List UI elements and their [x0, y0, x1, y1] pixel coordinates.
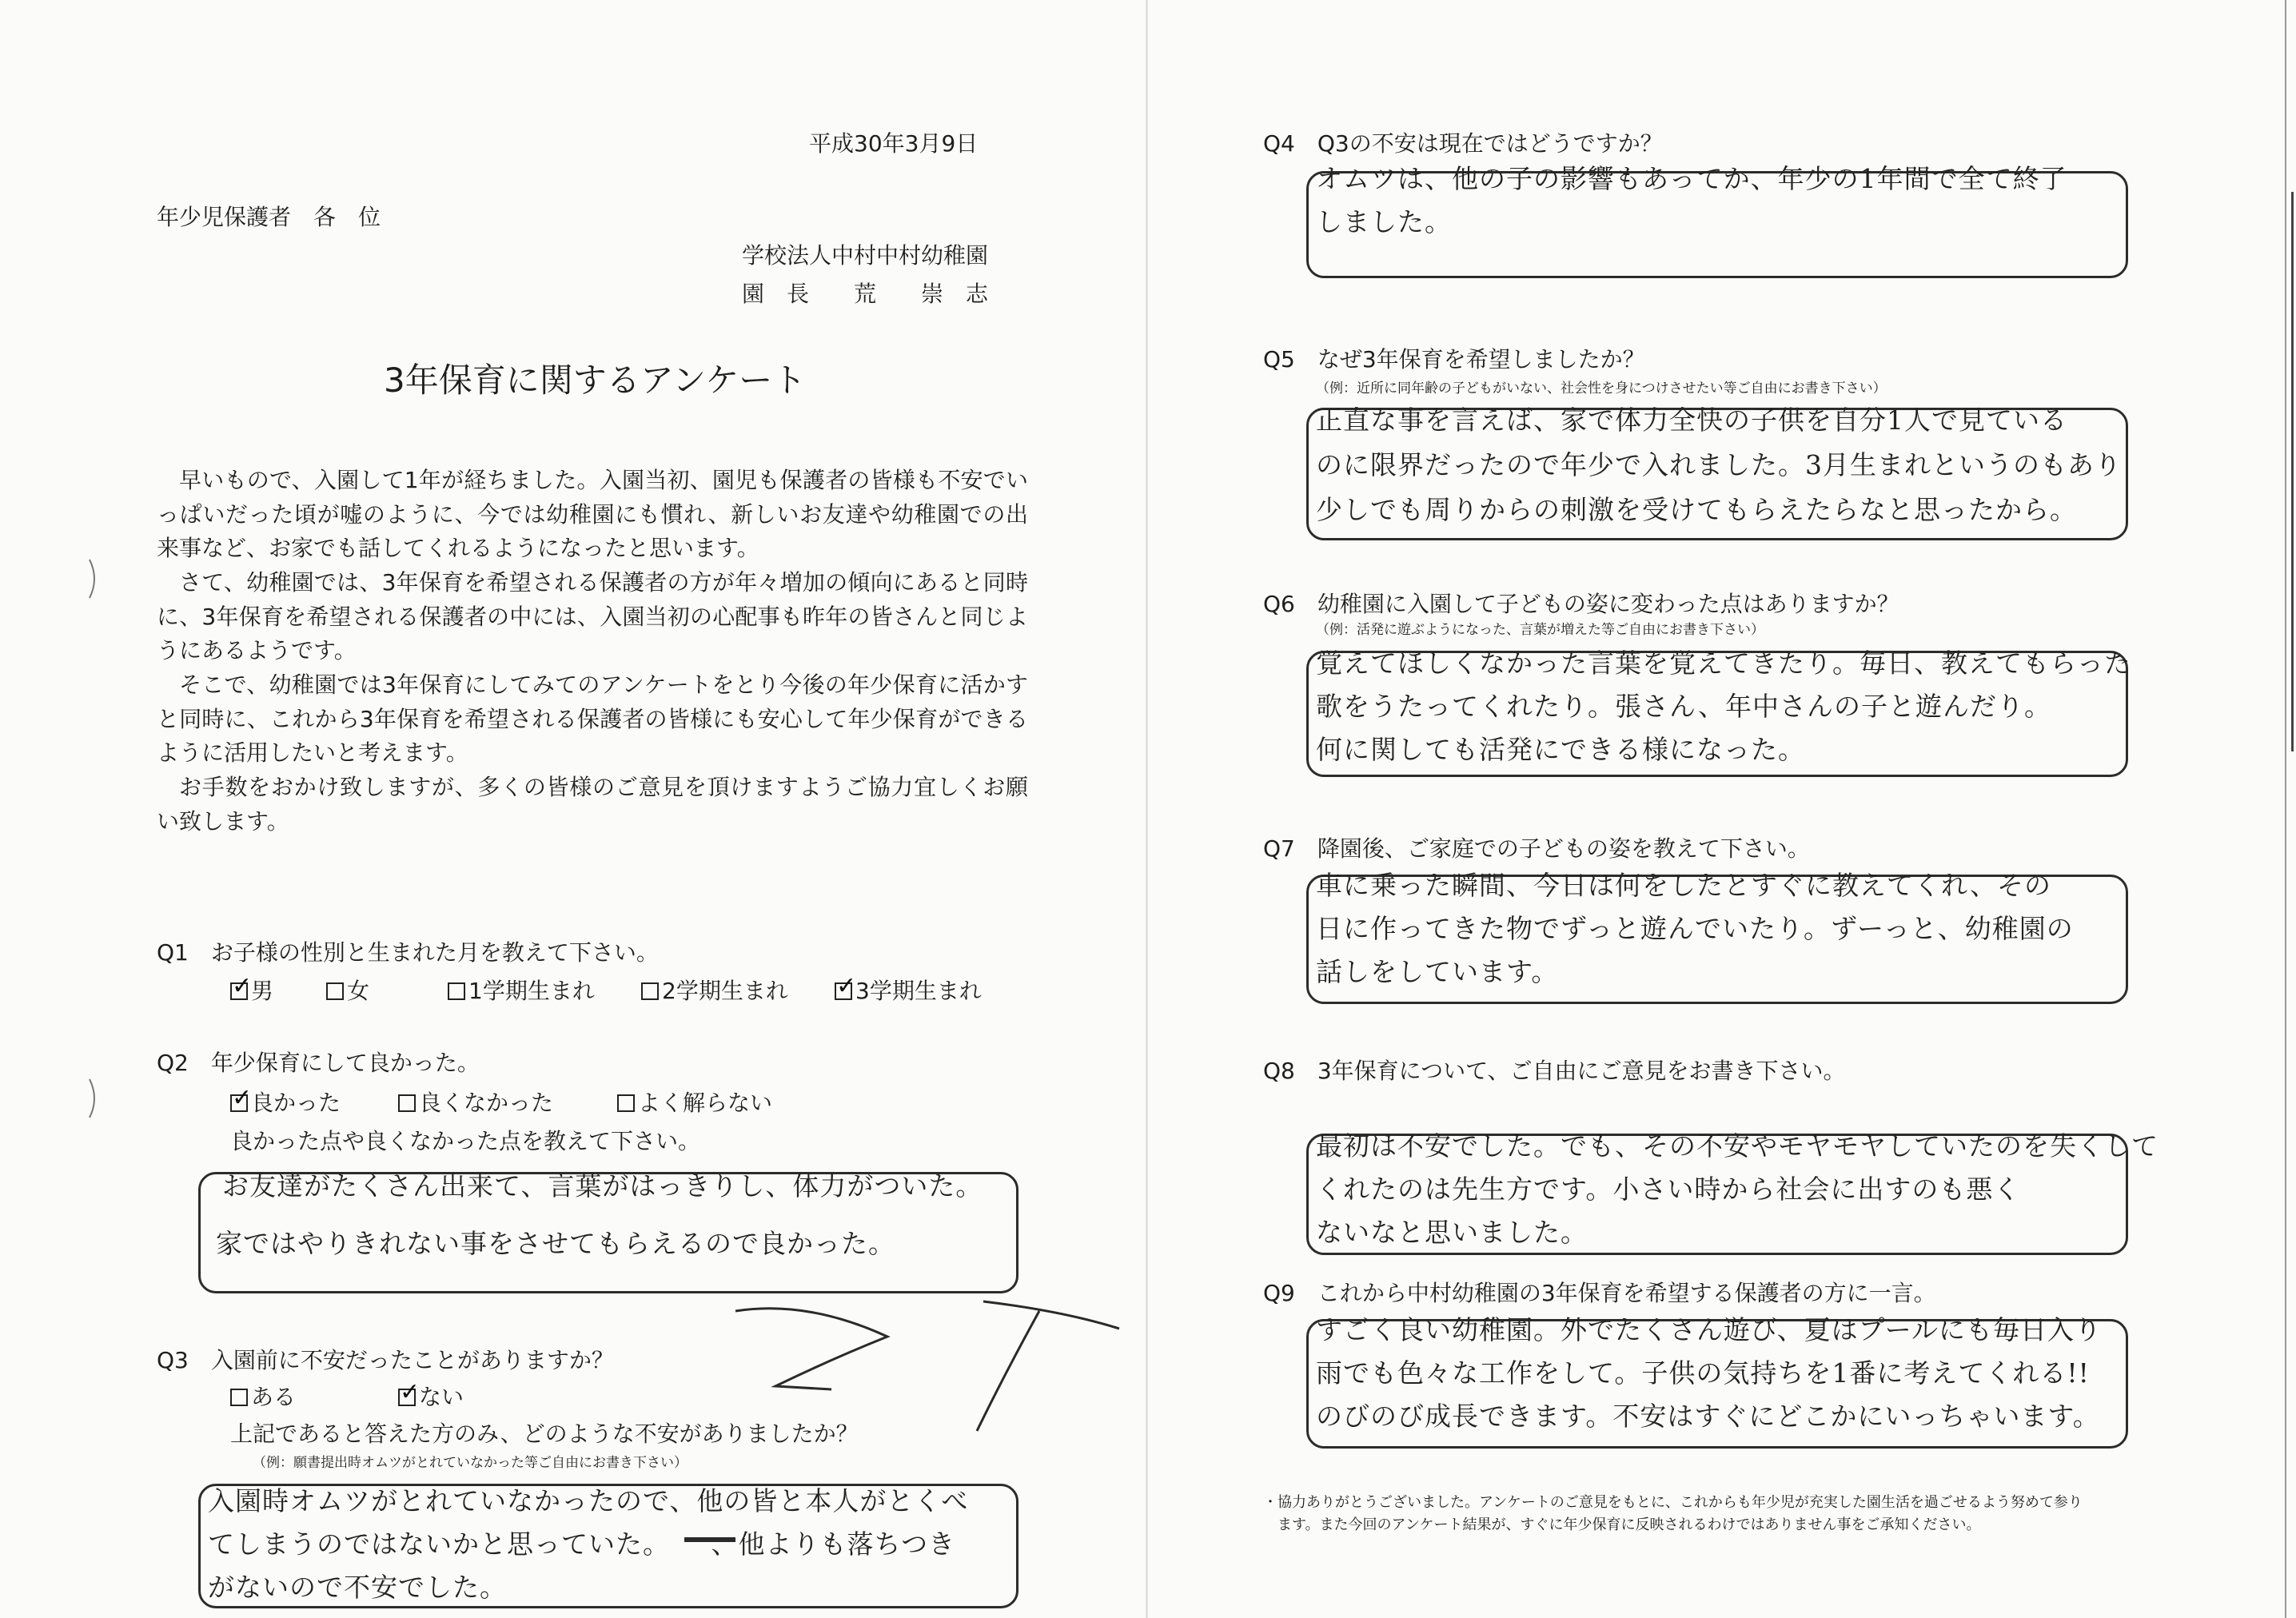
pen-scribble-3 [977, 1311, 1039, 1431]
q2-option-good[interactable]: ✓良かった [230, 1087, 341, 1119]
q4-answer-line-2: しました。 [1316, 206, 1452, 237]
binder-mark-2 [90, 1079, 94, 1118]
q1-option-term2[interactable]: 2学期生まれ [641, 975, 788, 1007]
q9-text: これから中村幼稚園の3年保育を希望する保護者の方に一言。 [1317, 1280, 1936, 1306]
pen-scribble-1 [735, 1309, 887, 1389]
q1-option-term3[interactable]: ✓ 3学期生まれ [835, 975, 982, 1007]
q6-question [1263, 588, 1899, 620]
intro-paragraph-2: さて、幼稚園では、3年保育を希望される保護者の方が年々増加の傾向にあると同時に、3年保育を希望される保護者の中には、入園当初の心配事も昨年の皆さんと同じようにあるようです。 [157, 569, 1028, 664]
q3-example: （例：願書提出時オムツがとれていなかった等ご自由にお書き下さい） [253, 1455, 688, 1471]
document-date: 平成30年3月9日 [809, 130, 979, 157]
footer-note-line-1: ・協力ありがとうございました。アンケートのご意見をもとに、これからも年少児が充実した園生活を過ごせるよう努めて参り [1263, 1494, 2083, 1511]
q5-answer-line-3: 少しでも周りからの刺激を受けてもらえたらなと思ったから。 [1316, 494, 2077, 525]
right-page [1148, 0, 2296, 1618]
q8-text: 3年保育について、ご自由にご意見をお書き下さい。 [1317, 1058, 1846, 1084]
q8-answer-line-1: 最初は不安でした。でも、その不安やモヤモヤしていたのを失くして [1316, 1130, 2158, 1162]
q5-example: （例：近所に同年齢の子どもがいない、社会性を身につけさせたい等ご自由にお書き下さい） [1316, 381, 1887, 397]
q5-answer-line-1: 正直な事を言えば、家で体力全快の子供を自分1人で見ている [1316, 404, 2067, 436]
principal-name: 園 長 荒 崇 志 [742, 281, 989, 307]
intro-paragraph-4: お手数をおかけ致しますが、多くの皆様のご意見を頂けますようご協力宜しくお願い致します。 [157, 774, 1028, 835]
q7-number: Q7 [1263, 835, 1295, 862]
q1-option-male[interactable]: ✓男 [230, 975, 273, 1007]
q3-answer-line-1: 入園時オムツがとれていなかったので、他の皆と本人がとくべ [208, 1485, 969, 1516]
q7-answer-line-2: 日に作ってきた物でずっと遊んでいたり。ずーっと、幼稚園の [1316, 913, 2074, 944]
school-name: 学校法人中村中村幼稚園 [742, 242, 989, 269]
pen-scribble-2 [983, 1301, 1119, 1329]
q7-question [1263, 833, 1810, 865]
q2-option-unsure[interactable]: よく解らない [617, 1087, 772, 1119]
q7-answer-line-3: 話しをしています。 [1316, 956, 1559, 987]
q4-answer-line-1: オムツは、他の子の影響もあってか、年少の1年間で全て終了 [1316, 163, 2067, 194]
q3-answer-line-3: がないので不安でした。 [208, 1572, 507, 1603]
q8-answer-line-3: ないなと思いました。 [1316, 1217, 1588, 1248]
scan-edge-line [2285, 0, 2286, 1618]
q4-text: Q3の不安は現在ではどうですか？ [1317, 130, 1663, 157]
q6-answer-line-2: 歌をうたってくれたり。張さん、年中さんの子と遊んだり。 [1316, 691, 2051, 722]
q9-question [1263, 1277, 1936, 1309]
q1-text: お子様の性別と生まれた月を教えて下さい。 [210, 939, 659, 966]
q5-question [1263, 344, 1645, 376]
q9-number: Q9 [1263, 1280, 1295, 1306]
q2-subquestion: 良かった点や良くなかった点を教えて下さい。 [230, 1128, 701, 1154]
q8-answer-line-2: くれたのは先生方です。小さい時から社会に出すのも悪く [1316, 1174, 2021, 1205]
q3-answer-line-2: てしまうのではないかと思っていた。 、他よりも落ちつき [208, 1528, 956, 1560]
q5-answer-line-2: のに限界だったので年少で入れました。3月生まれというのもあり [1316, 449, 2122, 480]
q8-number: Q8 [1263, 1058, 1295, 1084]
q8-question [1263, 1055, 1846, 1087]
q2-number: Q2 [157, 1050, 189, 1076]
q2-answer-line-1: お友達がたくさん出来て、言葉がはっきりし、体力がついた。 [222, 1170, 983, 1202]
q7-answer-line-1: 車に乗った瞬間、今日は何をしたとすぐに教えてくれ、その [1316, 870, 2051, 901]
q6-answer-line-3: 何に関しても活発にできる様になった。 [1316, 734, 1805, 765]
q3-subquestion: 上記であると答えた方のみ、どのような不安がありましたか？ [230, 1421, 859, 1447]
footer-note-line-2: ます。また今回のアンケート結果が、すぐに年少保育に反映されるわけではありません事をご承知ください。 [1263, 1516, 1981, 1533]
survey-title: 3年保育に関するアンケート [384, 361, 807, 400]
q2-option-not-good[interactable]: 良くなかった [398, 1087, 553, 1119]
q4-number: Q4 [1263, 130, 1295, 157]
recipient-line: 年少児保護者 各 位 [157, 204, 381, 230]
q6-text: 幼稚園に入園して子どもの姿に変わった点はありますか？ [1317, 591, 1899, 617]
scan-edge-line-dark [2291, 192, 2294, 751]
q1-option-term1[interactable]: 1学期生まれ [448, 975, 595, 1007]
q9-answer-line-1: すごく良い幼稚園。外でたくさん遊び、夏はプールにも毎日入り [1316, 1314, 2103, 1345]
q3-number: Q3 [157, 1347, 189, 1373]
binder-mark-1 [90, 560, 94, 598]
q3-text: 入園前に不安だったことがありますか？ [210, 1347, 614, 1373]
q2-answer-line-2: 家ではやりきれない事をさせてもらえるので良かった。 [216, 1228, 895, 1259]
q5-text: なぜ3年保育を希望しましたか？ [1317, 346, 1645, 373]
q1-number: Q1 [157, 939, 189, 966]
q7-text: 降園後、ご家庭での子どもの姿を教えて下さい。 [1317, 835, 1810, 862]
q9-answer-line-2: 雨でも色々な工作をして。子供の気持ちを1番に考えてくれる!! [1316, 1357, 2090, 1389]
intro-paragraph-3: そこで、幼稚園では3年保育にしてみてのアンケートをとり今後の年少保育に活かすと同時に、これから3年保育を希望される保護者の皆様にも安心して年少保育ができるように活用したいと考えます。 [157, 672, 1028, 766]
q4-question [1263, 128, 1663, 160]
q3-option-yes[interactable]: ある [230, 1381, 296, 1413]
q9-answer-line-3: のびのび成長できます。不安はすぐにどこかにいっちゃいます。 [1316, 1401, 2100, 1432]
intro-paragraph-1: 早いもので、入園して1年が経ちました。入園当初、園児も保護者の皆様も不安でいっぱいだった頃が嘘のように、今では幼稚園にも慣れ、新しいお友達や幼稚園での出来事など、お家でも話してくれるようになったと思います。 [157, 467, 1028, 561]
q2-text: 年少保育にして良かった。 [210, 1050, 480, 1076]
q5-number: Q5 [1263, 346, 1295, 373]
q6-number: Q6 [1263, 591, 1295, 617]
q3-option-no[interactable]: ✓ ない [398, 1381, 464, 1413]
q6-example: （例：活発に遊ぶようになった、言葉が増えた等ご自由にお書き下さい） [1316, 622, 1764, 638]
q1-option-female[interactable]: 女 [326, 975, 369, 1007]
q6-answer-line-1: 覚えてほしくなかった言葉を覚えてきたり。毎日、教えてもらった [1316, 648, 2131, 679]
